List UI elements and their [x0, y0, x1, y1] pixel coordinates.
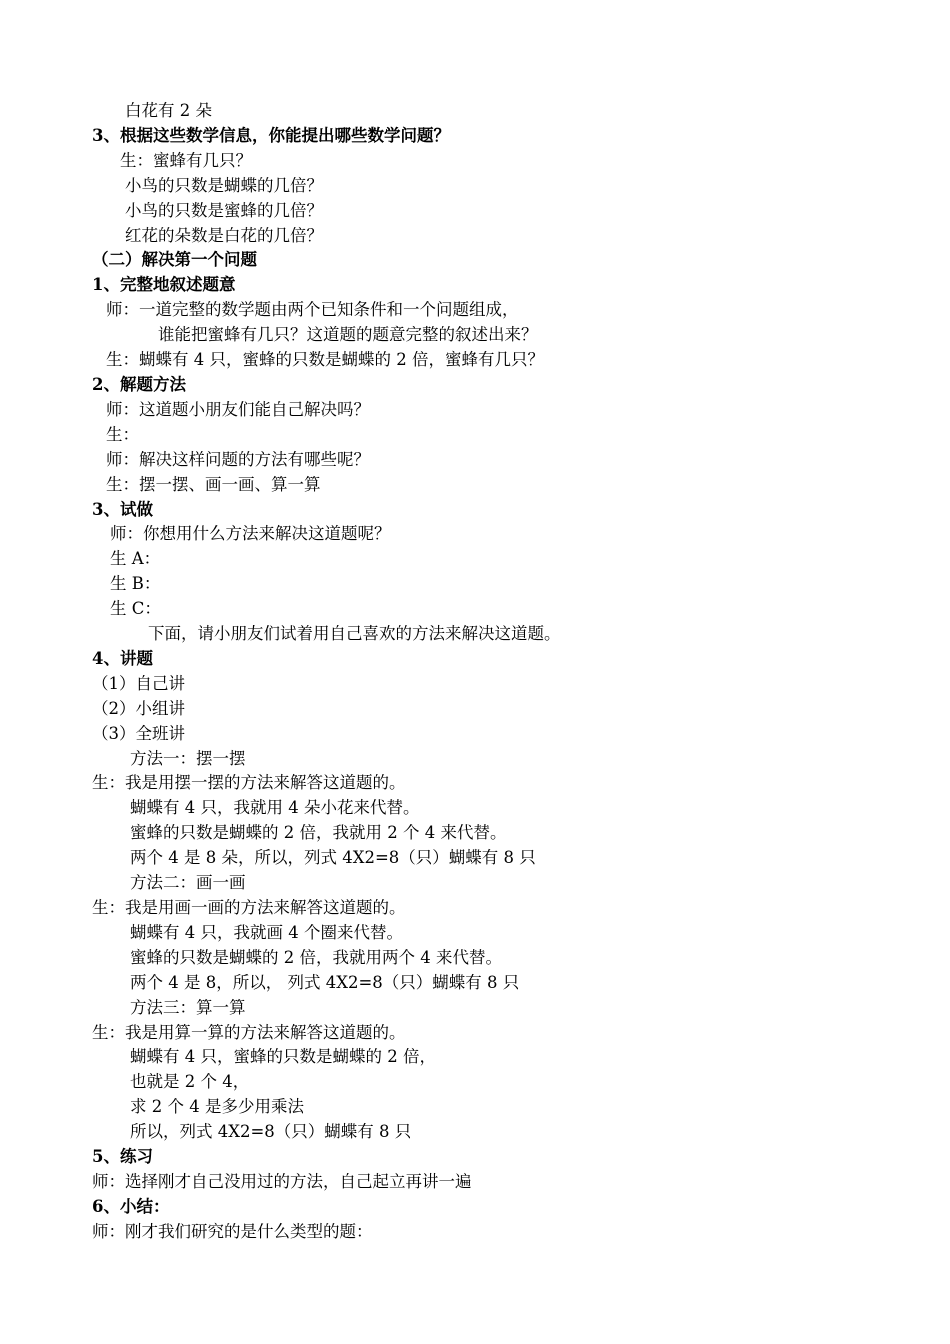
text-line: 生 A： — [110, 549, 161, 569]
text-line: 生：我是用摆一摆的方法来解答这道题的。 — [92, 773, 406, 793]
text-line: 所以，列式 4X2=8（只）蝴蝶有 8 只 — [130, 1122, 412, 1142]
text-line: 师：一道完整的数学题由两个已知条件和一个问题组成， — [106, 300, 519, 320]
text-line: 生：蝴蝶有 4 只，蜜蜂的只数是蝴蝶的 2 倍，蜜蜂有几只？ — [106, 350, 544, 370]
text-line: 两个 4 是 8，所以， 列式 4X2=8（只）蝴蝶有 8 只 — [130, 972, 520, 992]
text-line: 下面，请小朋友们试着用自己喜欢的方法来解决这道题。 — [148, 624, 561, 644]
text-line: 师：解决这样问题的方法有哪些呢？ — [106, 449, 370, 469]
text-line: 蝴蝶有 4 只，我就用 4 朵小花来代替。 — [130, 798, 420, 818]
text-line: （3）全班讲 — [92, 723, 185, 743]
text-line: 谁能把蜜蜂有几只？这道题的题意完整的叙述出来？ — [158, 325, 538, 345]
text-line: 蜜蜂的只数是蝴蝶的 2 倍，我就用 2 个 4 来代替。 — [130, 823, 507, 843]
text-line: 方法二：画一画 — [130, 873, 246, 893]
text-line: 师：刚才我们研究的是什么类型的题： — [92, 1221, 373, 1241]
text-line: 生： — [106, 424, 139, 444]
section-heading: 2、解题方法 — [92, 374, 186, 394]
text-line: 方法三：算一算 — [130, 997, 246, 1017]
section-heading: （二）解决第一个问题 — [92, 250, 257, 270]
section-heading: 1、完整地叙述题意 — [92, 275, 236, 295]
section-heading: 4、讲题 — [92, 648, 153, 668]
text-line: 小鸟的只数是蜜蜂的几倍？ — [125, 200, 323, 220]
text-line: 蜜蜂的只数是蝴蝶的 2 倍，我就用两个 4 来代替。 — [130, 947, 502, 967]
text-line: 师：这道题小朋友们能自己解决吗？ — [106, 399, 370, 419]
text-line: 生 B： — [110, 574, 161, 594]
text-line: 生 C： — [110, 599, 161, 619]
text-line: 也就是 2 个 4， — [130, 1072, 250, 1092]
text-line: 蝴蝶有 4 只，我就画 4 个圈来代替。 — [130, 922, 403, 942]
text-line: 蝴蝶有 4 只，蜜蜂的只数是蝴蝶的 2 倍， — [130, 1047, 436, 1067]
text-line: （1）自己讲 — [92, 673, 185, 693]
text-line: 白花有 2 朵 — [125, 101, 212, 120]
text-line: 红花的朵数是白花的几倍？ — [125, 225, 323, 245]
text-line: 两个 4 是 8 朵，所以，列式 4X2=8（只）蝴蝶有 8 只 — [130, 848, 536, 868]
text-line: 小鸟的只数是蝴蝶的几倍？ — [125, 175, 323, 195]
document-body — [0, 99, 950, 1245]
text-line: 方法一：摆一摆 — [130, 748, 246, 768]
section-heading: 3、试做 — [92, 499, 153, 519]
text-line: （2）小组讲 — [92, 698, 185, 718]
text-line: 生：我是用画一画的方法来解答这道题的。 — [92, 898, 406, 917]
text-line: 求 2 个 4 是多少用乘法 — [130, 1097, 304, 1117]
section-heading: 3、根据这些数学信息，你能提出哪些数学问题？ — [92, 125, 450, 145]
text-line: 生：我是用算一算的方法来解答这道题的。 — [92, 1022, 406, 1042]
section-heading: 5、练习 — [92, 1147, 153, 1167]
text-line: 生：摆一摆、画一画、算一算 — [106, 474, 321, 494]
section-heading: 6、小结： — [92, 1196, 170, 1216]
text-line: 师：选择刚才自己没用过的方法，自己起立再讲一遍 — [92, 1171, 472, 1191]
text-line: 师：你想用什么方法来解决这道题呢？ — [110, 524, 391, 544]
text-line: 生：蜜蜂有几只？ — [120, 150, 252, 170]
